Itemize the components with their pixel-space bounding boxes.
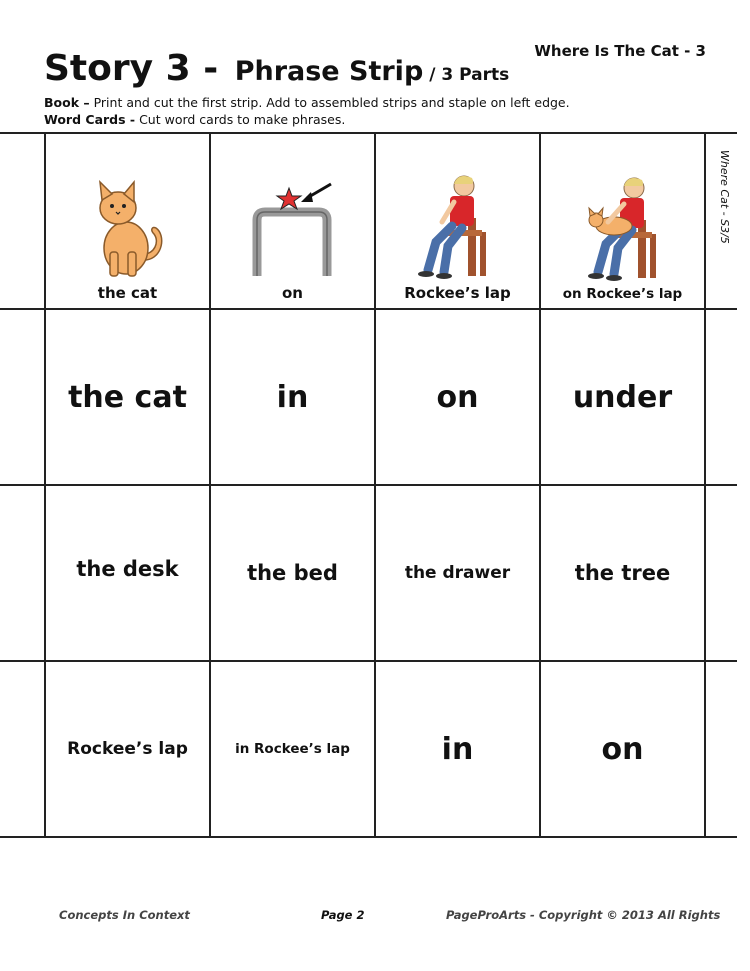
picture-card-on[interactable] bbox=[211, 134, 374, 308]
picture-label: on Rockee’s lap bbox=[562, 286, 683, 302]
picture-card-rockees-lap[interactable] bbox=[376, 134, 539, 308]
word-card[interactable]: the drawer bbox=[404, 563, 511, 583]
instruction-book-text: Print and cut the first strip. Add to assembled strips and staple on left edge. bbox=[89, 95, 570, 110]
footer-copyright: PageProArts - Copyright © 2013 All Rights bbox=[446, 908, 721, 922]
cat-icon bbox=[88, 180, 168, 280]
on-arrow-icon bbox=[243, 180, 343, 280]
title-parts: / 3 Parts bbox=[429, 65, 510, 85]
picture-card-the-cat[interactable] bbox=[46, 134, 209, 308]
side-label: Where Cat - S3/5 bbox=[718, 150, 731, 244]
footer-page: Page 2 bbox=[321, 908, 365, 922]
word-card[interactable]: the desk bbox=[76, 557, 179, 581]
word-card[interactable]: Rockee’s lap bbox=[67, 739, 188, 759]
grid-line bbox=[704, 132, 706, 838]
picture-label: on bbox=[282, 284, 303, 302]
title-main: Story 3 - bbox=[44, 48, 231, 89]
word-card[interactable]: in bbox=[276, 379, 309, 415]
phrase-strip-grid bbox=[0, 132, 750, 838]
instruction-cards-label: Word Cards - bbox=[44, 112, 136, 127]
picture-label: Rockee’s lap bbox=[404, 284, 511, 302]
grid-line bbox=[0, 836, 737, 838]
word-card[interactable]: in Rockee’s lap bbox=[235, 741, 350, 757]
picture-label: the cat bbox=[97, 284, 158, 302]
instruction-cards bbox=[44, 112, 345, 127]
header-top-right: Where Is The Cat - 3 bbox=[534, 42, 706, 60]
footer-left: Concepts In Context bbox=[59, 908, 190, 922]
word-card[interactable]: the bed bbox=[247, 561, 338, 585]
word-card[interactable]: in bbox=[441, 731, 474, 767]
word-card[interactable]: the cat bbox=[68, 379, 187, 415]
instruction-cards-text: Cut word cards to make phrases. bbox=[135, 112, 346, 127]
word-card[interactable]: on bbox=[436, 379, 479, 415]
word-card[interactable]: on bbox=[601, 731, 644, 767]
instruction-book bbox=[44, 95, 570, 110]
word-card[interactable]: under bbox=[572, 379, 673, 415]
picture-card-on-rockees-lap[interactable] bbox=[541, 134, 704, 308]
instruction-book-label: Book – bbox=[44, 95, 90, 110]
title-sub: Phrase Strip bbox=[234, 56, 424, 87]
word-card[interactable]: the tree bbox=[574, 561, 671, 585]
boy-with-cat-icon bbox=[578, 174, 668, 282]
page-title bbox=[44, 48, 509, 89]
boy-sitting-icon bbox=[418, 172, 498, 280]
